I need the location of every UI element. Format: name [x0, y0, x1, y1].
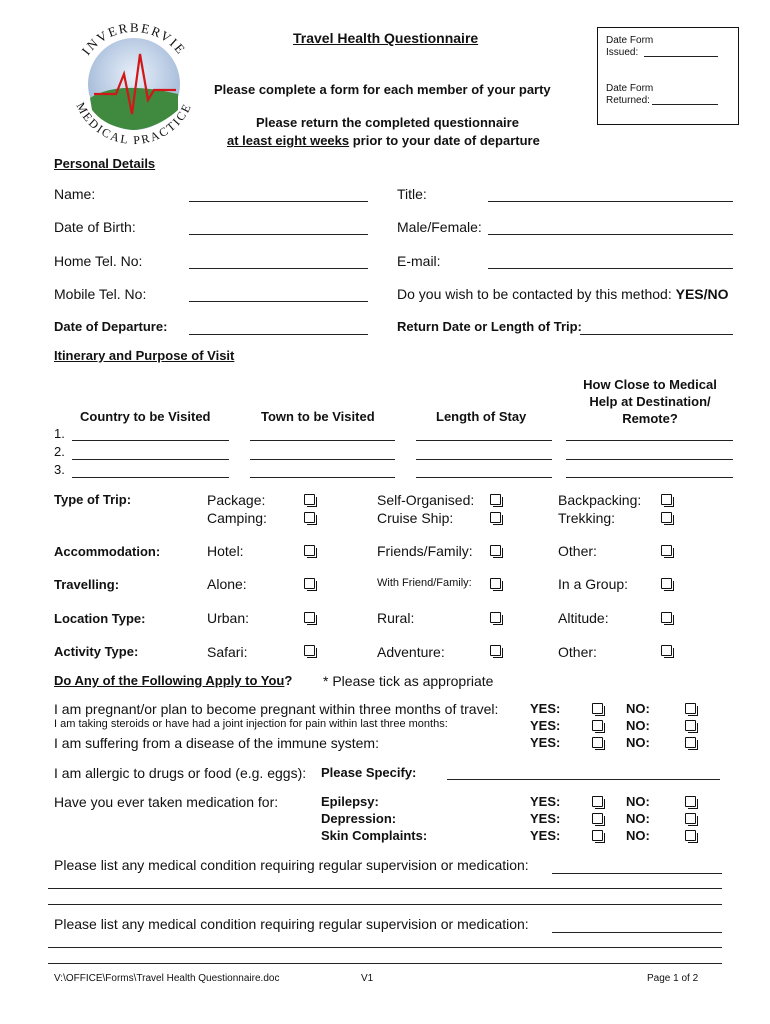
rural-checkbox[interactable] [490, 612, 501, 623]
home-tel-label: Home Tel. No: [54, 253, 143, 269]
altitude-checkbox[interactable] [661, 612, 672, 623]
name-field[interactable] [189, 201, 368, 202]
with-friend-checkbox[interactable] [490, 578, 501, 589]
gender-label: Male/Female: [397, 219, 482, 235]
itinerary-heading: Itinerary and Purpose of Visit [54, 348, 235, 363]
depression-yes-label: YES: [530, 811, 561, 826]
gender-field[interactable] [488, 234, 733, 235]
skin-no-checkbox[interactable] [685, 830, 696, 841]
date-issued-label: Date Form Issued: [606, 35, 654, 58]
travelling-label: Travelling: [54, 577, 120, 592]
altitude-label: Altitude: [558, 610, 609, 626]
steroids-no-label: NO: [626, 718, 650, 733]
contact-yes-no[interactable]: YES/NO [675, 286, 729, 302]
urban-label: Urban: [207, 610, 250, 626]
medical-field-3[interactable] [566, 477, 733, 478]
backpacking-checkbox[interactable] [661, 494, 672, 505]
email-label: E-mail: [397, 253, 441, 269]
hotel-checkbox[interactable] [304, 545, 315, 556]
return-instruction-line2 [227, 133, 540, 148]
logo-bottom-text: MEDICAL PRACTICE [73, 100, 195, 148]
health-heading: Do Any of the Following Apply to You? [54, 673, 293, 688]
condition-field-2a[interactable] [552, 932, 722, 933]
friends-family-label: Friends/Family: [377, 543, 473, 559]
trekking-label: Trekking: [558, 510, 616, 526]
medical-field-2[interactable] [566, 459, 733, 460]
country-field-3[interactable] [72, 477, 229, 478]
skin-label: Skin Complaints: [321, 828, 428, 843]
pregnancy-no-checkbox[interactable] [685, 703, 696, 714]
tick-note: * Please tick as appropriate [323, 673, 494, 689]
location-type-label: Location Type: [54, 611, 146, 626]
allergy-question: I am allergic to drugs or food (e.g. eggs): [54, 765, 307, 781]
return-instruction-rest: prior to your date of departure [349, 133, 540, 148]
condition-field-1a[interactable] [552, 873, 722, 874]
accommodation-label: Accommodation: [54, 544, 161, 559]
rural-label: Rural: [377, 610, 415, 626]
medical-field-1[interactable] [566, 440, 733, 441]
steroids-yes-label: YES: [530, 718, 561, 733]
logo-top-text: INVERBERVIE [78, 19, 190, 58]
town-field-2[interactable] [250, 459, 395, 460]
activity-other-label: Other: [558, 644, 597, 660]
condition-field-1c[interactable] [48, 904, 722, 905]
epilepsy-no-label: NO: [626, 794, 650, 809]
name-label: Name: [54, 186, 96, 202]
adventure-checkbox[interactable] [490, 645, 501, 656]
itinerary-row-3-num: 3. [54, 462, 65, 477]
condition-list-prompt-2: Please list any medical condition requiring regular supervision or medication: [54, 916, 529, 932]
home-tel-field[interactable] [189, 268, 368, 269]
condition-field-1b[interactable] [48, 888, 722, 889]
accom-other-checkbox[interactable] [661, 545, 672, 556]
pregnancy-yes-label: YES: [530, 701, 561, 716]
package-label: Package: [207, 492, 266, 508]
condition-field-2b[interactable] [48, 947, 722, 948]
immune-yes-checkbox[interactable] [592, 737, 603, 748]
mobile-label: Mobile Tel. No: [54, 286, 147, 302]
steroids-no-checkbox[interactable] [685, 720, 696, 731]
steroids-question: I am taking steroids or have had a joint injection for pain within last three months: [54, 718, 448, 730]
hotel-label: Hotel: [207, 543, 244, 559]
depression-label: Depression: [321, 811, 397, 826]
dob-field[interactable] [189, 234, 368, 235]
self-organised-label: Self-Organised: [377, 492, 475, 508]
group-label: In a Group: [558, 576, 629, 592]
accom-other-label: Other: [558, 543, 597, 559]
personal-details-heading: Personal Details [54, 156, 156, 171]
country-field-1[interactable] [72, 440, 229, 441]
immune-no-label: NO: [626, 735, 650, 750]
form-title: Travel Health Questionnaire [293, 30, 479, 46]
itinerary-row-2-num: 2. [54, 444, 65, 459]
length-field-2[interactable] [416, 459, 552, 460]
departure-field[interactable] [189, 334, 368, 335]
pregnancy-no-label: NO: [626, 701, 650, 716]
package-checkbox[interactable] [304, 494, 315, 505]
epilepsy-yes-checkbox[interactable] [592, 796, 603, 807]
pregnancy-yes-checkbox[interactable] [592, 703, 603, 714]
cruise-checkbox[interactable] [490, 512, 501, 523]
col-town-header: Town to be Visited [261, 409, 375, 424]
alone-label: Alone: [207, 576, 247, 592]
date-issued-field[interactable] [644, 56, 718, 57]
footer-file-path: V:\OFFICE\Forms\Travel Health Questionnaire.doc [54, 973, 280, 984]
friends-family-checkbox[interactable] [490, 545, 501, 556]
skin-yes-label: YES: [530, 828, 561, 843]
safari-checkbox[interactable] [304, 645, 315, 656]
length-field-1[interactable] [416, 440, 552, 441]
depression-no-label: NO: [626, 811, 650, 826]
return-date-field[interactable] [580, 334, 733, 335]
col-medical-header: How Close to Medical Help at Destination/ Remote? [583, 377, 717, 426]
urban-checkbox[interactable] [304, 612, 315, 623]
footer-page-number: Page 1 of 2 [647, 973, 699, 984]
itinerary-row-1-num: 1. [54, 426, 65, 441]
activity-type-label: Activity Type: [54, 644, 139, 659]
email-field[interactable] [488, 268, 733, 269]
skin-yes-checkbox[interactable] [592, 830, 603, 841]
return-instruction-line1: Please return the completed questionnaire [256, 115, 519, 130]
alone-checkbox[interactable] [304, 578, 315, 589]
country-field-2[interactable] [72, 459, 229, 460]
steroids-yes-checkbox[interactable] [592, 720, 603, 731]
camping-checkbox[interactable] [304, 512, 315, 523]
contact-question: Do you wish to be contacted by this method: YES/NO [397, 286, 729, 302]
footer-version: V1 [361, 973, 374, 984]
immune-no-checkbox[interactable] [685, 737, 696, 748]
with-friend-label: With Friend/Family: [377, 577, 472, 589]
epilepsy-no-checkbox[interactable] [685, 796, 696, 807]
depression-no-checkbox[interactable] [685, 813, 696, 824]
date-returned-label: Date Form Returned: [606, 83, 654, 106]
immune-question: I am suffering from a disease of the immune system: [54, 735, 379, 751]
cruise-label: Cruise Ship: [377, 510, 454, 526]
safari-label: Safari: [207, 644, 248, 660]
eight-weeks-emphasis: at least eight weeks [227, 133, 350, 148]
condition-field-2c[interactable] [48, 963, 722, 964]
epilepsy-label: Epilepsy: [321, 794, 379, 809]
allergy-specify-field[interactable] [447, 779, 720, 780]
col-country-header: Country to be Visited [80, 409, 211, 424]
dob-label: Date of Birth: [54, 219, 136, 235]
title-field[interactable] [488, 201, 733, 202]
backpacking-label: Backpacking: [558, 492, 642, 508]
departure-label: Date of Departure: [54, 319, 168, 334]
group-checkbox[interactable] [661, 578, 672, 589]
form-subtitle: Please complete a form for each member of your party [214, 82, 551, 97]
practice-logo [58, 10, 208, 160]
activity-other-checkbox[interactable] [661, 645, 672, 656]
return-date-label: Return Date or Length of Trip: [397, 319, 582, 334]
depression-yes-checkbox[interactable] [592, 813, 603, 824]
condition-list-prompt-1: Please list any medical condition requiring regular supervision or medication: [54, 857, 529, 873]
trekking-checkbox[interactable] [661, 512, 672, 523]
length-field-3[interactable] [416, 477, 552, 478]
town-field-1[interactable] [250, 440, 395, 441]
medication-question: Have you ever taken medication for: [54, 794, 279, 810]
town-field-3[interactable] [250, 477, 395, 478]
self-organised-checkbox[interactable] [490, 494, 501, 505]
date-returned-field[interactable] [652, 104, 718, 105]
adventure-label: Adventure: [377, 644, 445, 660]
epilepsy-yes-label: YES: [530, 794, 561, 809]
pregnancy-question: I am pregnant/or plan to become pregnant within three months of travel: [54, 701, 499, 717]
mobile-field[interactable] [189, 301, 368, 302]
title-label: Title: [397, 186, 427, 202]
immune-yes-label: YES: [530, 735, 561, 750]
skin-no-label: NO: [626, 828, 650, 843]
trip-type-label: Type of Trip: [54, 492, 132, 507]
col-length-header: Length of Stay [436, 409, 527, 424]
camping-label: Camping: [207, 510, 267, 526]
please-specify-label: Please Specify: [321, 765, 417, 780]
